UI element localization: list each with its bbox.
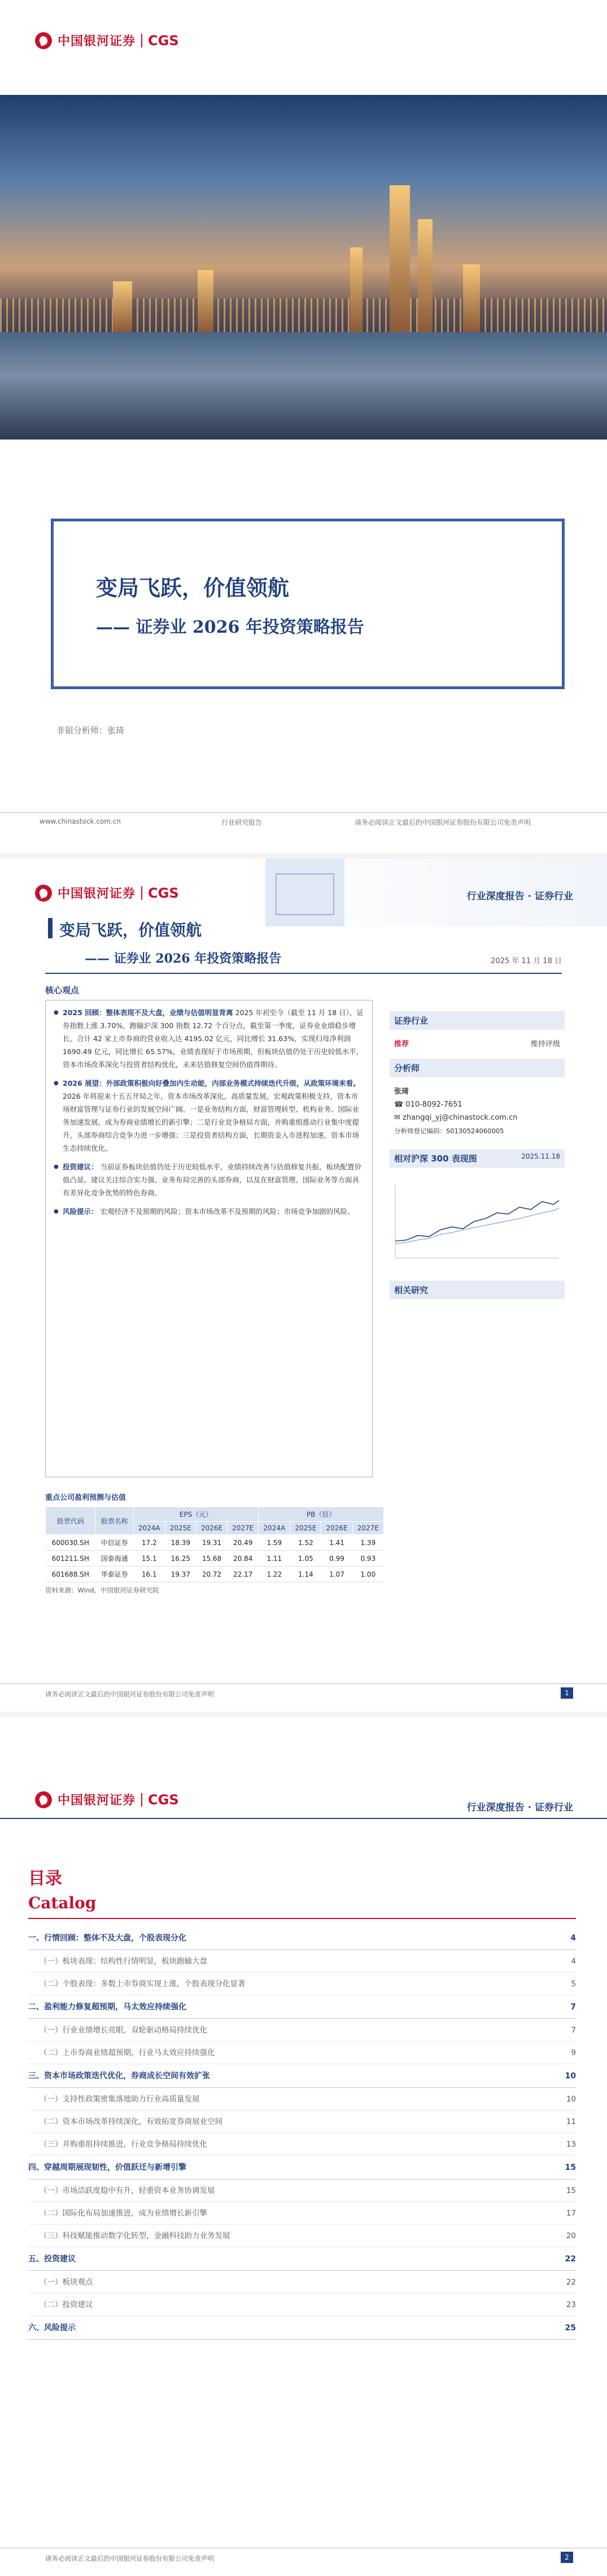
report-type-tag: 行业深度报告 · 证券行业 xyxy=(466,891,573,902)
relative-performance-svg xyxy=(390,1173,565,1269)
sidebar xyxy=(390,1011,565,1305)
toc-entry-text: （二）个股表现：多数上市券商实现上涨，个股表现分化显著 xyxy=(40,1979,246,1988)
table-row: 600030.SH 中信证券 17.2 18.39 19.31 20.49 1.59 1.52 1.41 1.39 xyxy=(46,1535,384,1551)
galaxy-logo-icon xyxy=(35,1791,52,1808)
toc-entry-page: 13 xyxy=(566,2140,576,2149)
analyst-name: 张琦 xyxy=(394,1087,409,1096)
toc-subsection[interactable] xyxy=(28,2179,576,2202)
report-subtitle: —— 证券业 2026 年投资策略报告 xyxy=(85,951,282,966)
rating-value: 维持评级 xyxy=(530,1040,560,1048)
related-research-head: 相关研究 xyxy=(390,1281,565,1299)
brand-logo xyxy=(35,32,179,49)
brand-name-cn: 中国银河证券 xyxy=(58,34,136,49)
toc-entry-page: 20 xyxy=(566,2231,576,2240)
toc-entry-page: 4 xyxy=(570,1934,576,1943)
toc-entry-page: 10 xyxy=(565,2072,576,2081)
toc-entry-page: 5 xyxy=(571,1979,576,1988)
toc-entry-text: （三）科技赋能推动数字化转型，金融科技助力业务发展 xyxy=(40,2231,230,2240)
footer-disclaimer: 请务必阅读正文最后的中国银河证券股份有限公司免责声明 xyxy=(45,2555,214,2562)
index-line-a xyxy=(395,1200,559,1241)
core-view-box xyxy=(45,1000,373,1477)
toc-title-cn: 目录 xyxy=(28,1869,62,1889)
table-title: 重点公司盈利预测与估值 xyxy=(45,1494,126,1502)
chart-title: 相对沪深 300 表现图 xyxy=(394,1154,477,1164)
toc-subsection[interactable] xyxy=(28,2019,576,2042)
page-number: 1 xyxy=(561,1687,573,1699)
toc-entry-page: 22 xyxy=(566,2278,576,2287)
toc-entry-text: （三）并购重组持续推进，行业竞争格局持续优化 xyxy=(40,2140,207,2149)
toc-entry-text: 二、盈利能力修复超预期，马太效应持续强化 xyxy=(28,2003,186,2012)
toc-subsection[interactable] xyxy=(28,2042,576,2064)
analyst-head: 分析师 xyxy=(390,1059,565,1077)
core-bullet-3: ● 投资建议： 当前证券板块估值仍处于历史较低水平，业绩持续改善与估值修复共振，板块配置价值凸显。建议关注综合实力强、业务布局完善的头部券商，以及在财富管理、国际业务等方面具有差异化竞争优势的特色券商。 xyxy=(54,1160,364,1199)
galaxy-logo-icon xyxy=(35,885,52,902)
toc-entry-text: （一）板块观点 xyxy=(40,2278,93,2287)
cover-analyst: 非银分析师：张琦 xyxy=(56,725,125,736)
toc-section[interactable] xyxy=(28,1926,576,1950)
cover-title: 变局飞跃，价值领航 xyxy=(96,575,290,601)
report-title: 变局飞跃，价值领航 xyxy=(59,921,202,939)
analyst-email[interactable]: ✉ zhangqi_yj@chinastock.com.cn xyxy=(394,1113,518,1122)
cover-title-frame xyxy=(51,519,565,689)
table-source: 资料来源：Wind，中国银河证券研究院 xyxy=(45,1586,159,1594)
toc-entry-text: （二）上市券商业绩超预期，行业马太效应持续强化 xyxy=(40,2048,215,2057)
toc-entry-page: 15 xyxy=(566,2186,576,2195)
toc-entry-page: 25 xyxy=(565,2323,576,2333)
index-line-b xyxy=(395,1208,559,1244)
toc-entry-text: 六、风险提示 xyxy=(28,2323,76,2333)
toc-section[interactable] xyxy=(28,2064,576,2088)
footer-disclaimer: 请务必阅读正文最后的中国银河证券股份有限公司免责声明 xyxy=(45,1690,214,1698)
page-footer xyxy=(0,1683,607,1700)
rating-head: 证券行业 xyxy=(390,1011,565,1030)
financial-table: 股票代码 股票名称 EPS（元） PB（倍） 2024A 2025E 2026E 2027E 2024A 2025E 2026E 2027E 600030.SH 中信证券 17.2 18.39 19.31 20.49 1.59 1.52 1.41 1.39 601211.SH 国泰海通 15.1 16.25 15.68 20.84 1.11 1.05 0.99 0.93 601688.SH 华泰证券 16.1 19.37 20.72 22.17 1.22 1.14 1.07 1.00 xyxy=(45,1507,384,1582)
toc-subsection[interactable] xyxy=(28,2271,576,2294)
toc-entry-text: 一、行情回顾：整体不及大盘，个股表现分化 xyxy=(28,1934,186,1943)
report-type-tag: 行业深度报告 · 证券行业 xyxy=(466,1802,573,1813)
toc-entry-page: 7 xyxy=(570,2003,576,2012)
cover-footer-mid: 行业研究报告 xyxy=(221,819,263,826)
toc-entry-page: 23 xyxy=(566,2300,576,2309)
cover-footer-disclaimer: 请务必阅读正文最后的中国银河证券股份有限公司免责声明 xyxy=(355,819,531,826)
toc-entry-page: 22 xyxy=(565,2255,576,2264)
toc-section[interactable] xyxy=(28,1995,576,2019)
toc-entry-page: 7 xyxy=(571,2026,576,2035)
toc-section[interactable] xyxy=(28,2316,576,2340)
report-date: 2025 年 11 月 18 日 xyxy=(491,957,562,965)
toc-entry-text: （一）板块表现：结构性行情明显，板块跑输大盘 xyxy=(40,1957,207,1966)
toc-entry-text: （二）资本市场改革持续深化，有效拓宽券商展业空间 xyxy=(40,2117,222,2126)
analyst-cert: 分析师登记编码：S0130524060005 xyxy=(394,1127,504,1135)
header-decoration xyxy=(265,859,344,926)
toc-subsection[interactable] xyxy=(28,2294,576,2316)
toc-subsection[interactable] xyxy=(28,2088,576,2111)
toc-entry-page: 17 xyxy=(566,2209,576,2218)
brand-logo: 中国银河证券 CGS xyxy=(35,1791,179,1808)
toc-entry-page: 10 xyxy=(566,2095,576,2104)
toc-section[interactable] xyxy=(28,2156,576,2179)
toc-entry-page: 11 xyxy=(566,2117,576,2126)
table-of-contents xyxy=(28,1926,576,2340)
toc-subsection[interactable] xyxy=(28,2133,576,2156)
toc-entry-text: 五、投资建议 xyxy=(28,2255,76,2264)
table-row: 601688.SH 华泰证券 16.1 19.37 20.72 22.17 1.22 1.14 1.07 1.00 xyxy=(46,1567,384,1582)
toc-entry-page: 9 xyxy=(571,2048,576,2057)
chart-date: 2025.11.18 xyxy=(521,1152,560,1160)
cover-footer xyxy=(0,812,607,829)
cover-footer-url[interactable]: www.chinastock.com.cn xyxy=(40,817,121,825)
cover-page xyxy=(0,0,607,853)
relative-performance-chart xyxy=(390,1173,565,1269)
core-bullet-1: ● 2025 回顾：整体表现不及大盘，业绩与估值明显背离 2025 年初至今（截至 11 月 18 日），证券指数上涨 3.70%，跑输沪深 300 指数 12.72 个百分点，截至第一季度，证券业业绩稳步增长，合计 42 家上市券商的营业收入达 4195.02 亿元，同比增长 31.63%，实现归母净利润 1690.49 亿元，同比增长 65.57%，业绩表现好于市场预期，但板块估值仍处于历史较低水平，资本市场改革深化与投资者结构优化，未来估值修复空间仍值得期待。 xyxy=(54,1006,364,1071)
toc-subsection[interactable] xyxy=(28,1950,576,1973)
toc-entry-text: 三、资本市场政策迭代优化，券商成长空间有效扩张 xyxy=(28,2072,210,2081)
rating-label: 推荐 xyxy=(394,1040,409,1048)
toc-title-en: Catalog xyxy=(28,1894,97,1912)
cover-city-photo xyxy=(0,95,607,440)
brand-name-en: CGS xyxy=(148,32,179,49)
core-view-label: 核心观点 xyxy=(45,985,80,995)
toc-section[interactable] xyxy=(28,2247,576,2271)
toc-entry-text: 四、穿越周期展现韧性，价值跃迁与新增引擎 xyxy=(28,2163,186,2172)
page-footer xyxy=(0,2548,607,2565)
galaxy-logo-icon xyxy=(35,32,52,49)
toc-entry-text: （一）支持性政策密集落地助力行业高质量发展 xyxy=(40,2095,200,2104)
page-number: 2 xyxy=(561,2552,573,2563)
toc-entry-page: 15 xyxy=(565,2163,576,2172)
analyst-phone: ☎ 010-8092-7651 xyxy=(394,1100,462,1109)
toc-entry-text: （一）市场活跃度稳中有升，轻重资本业务协调发展 xyxy=(40,2186,215,2195)
table-row: 601211.SH 国泰海通 15.1 16.25 15.68 20.84 1.11 1.05 0.99 0.93 xyxy=(46,1551,384,1567)
toc-entry-text: （二）投资建议 xyxy=(40,2300,93,2309)
brand-logo: 中国银河证券 CGS xyxy=(35,884,179,902)
financial-table-block xyxy=(45,1491,562,1595)
toc-entry-text: （一）行业业绩增长亮眼，双轮驱动格局持续优化 xyxy=(40,2026,207,2035)
core-bullet-4: ● 风险提示： 宏观经济不及预期的风险；资本市场改革不及预期的风险；市场竞争加剧的风险。 xyxy=(54,1205,364,1218)
toc-subsection[interactable] xyxy=(28,1973,576,1995)
cover-subtitle: —— 证券业 2026 年投资策略报告 xyxy=(96,617,364,637)
toc-subsection[interactable] xyxy=(28,2225,576,2247)
toc-entry-text: （二）国际化布局加速推进，成为业绩增长新引擎 xyxy=(40,2209,207,2218)
core-bullet-2: ● 2026 展望：外部政策积极向好叠加内生动能，内部业务模式持续迭代升级，从政策环境来看。 2026 年将迎来十五五开局之年，资本市场改革深化，高质量发展，宏观政策积极支持，资本市场财富管理与证券行业的发展空间广阔。一是业务结构方面，财富管理转型、机构业务、国际业务加速发展，成为券商业绩增长的新引擎；二是行业竞争格局方面，并购重组推动行业集中度提升，头部券商综合竞争力进一步增强；三是投资者结构方面，长期资金入市进程加速，资本市场生态持续优化。 xyxy=(54,1077,364,1155)
toc-entry-page: 4 xyxy=(571,1957,576,1966)
toc-subsection[interactable] xyxy=(28,2202,576,2225)
toc-subsection[interactable] xyxy=(28,2111,576,2133)
